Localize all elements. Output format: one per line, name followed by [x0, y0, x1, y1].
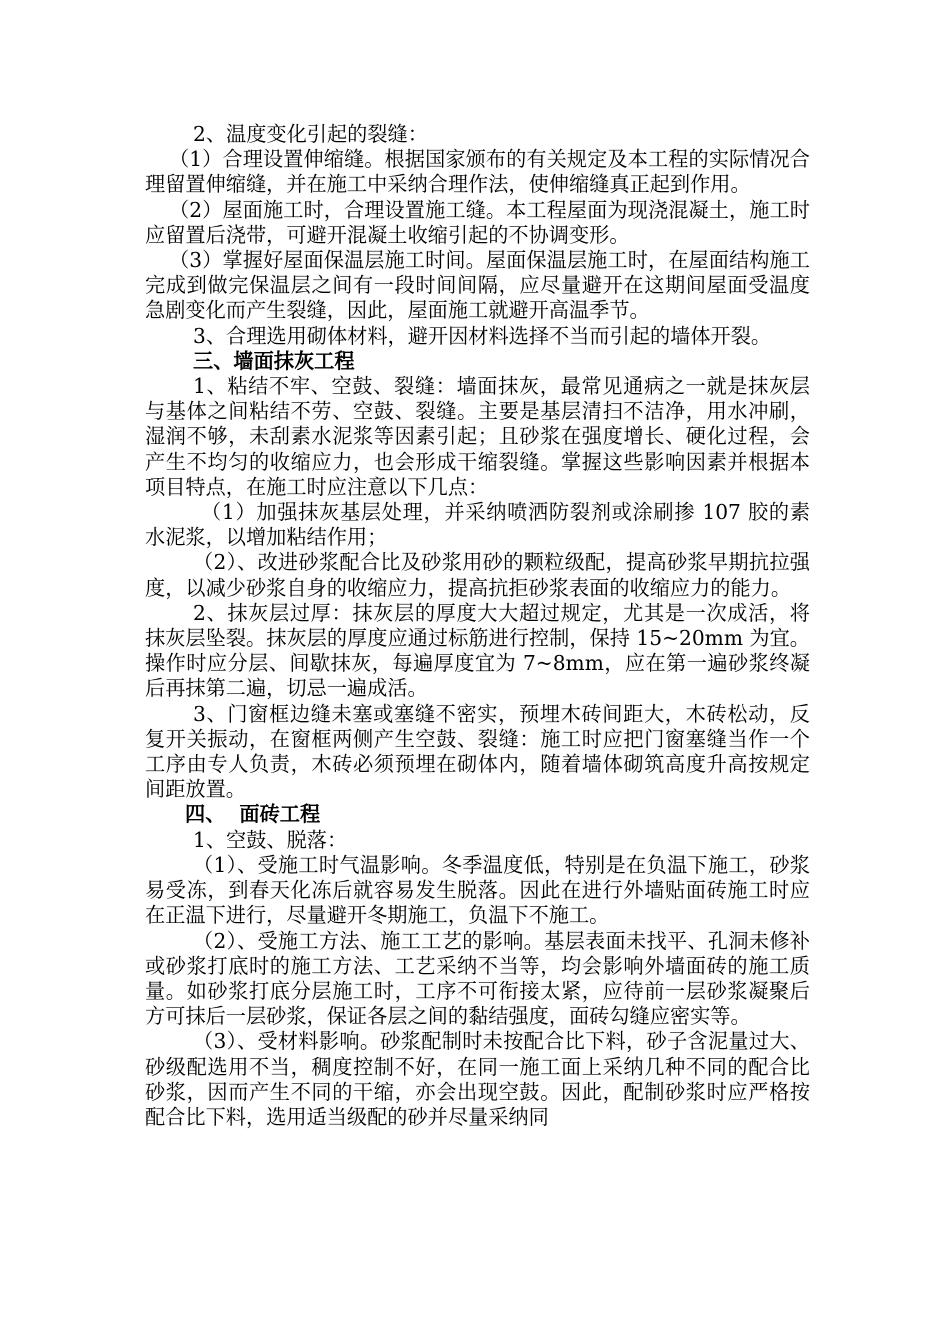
paragraph-1-1: （1）合理设置伸缩缝。根据国家颁布的有关规定及本工程的实际情况合理留置伸缩缝，并在施工中采纳合理作法，使伸缩缝真正起到作用。: [145, 147, 810, 197]
paragraph-tile-1-1: （1）、受施工时气温影响。冬季温度低，特别是在负温下施工，砂浆易受冻，到春天化冻后就容易发生脱落。因此在进行外墙贴面砖施工时应在正温下进行，尽量避开冬期施工，负温下不施工。: [145, 852, 810, 928]
paragraph-1-3: （3）掌握好屋面保温层施工时间。屋面保温层施工时，在屋面结构施工完成到做完保温层之间有一段时间间隔，应尽量避开在这期间屋面受温度急剧变化而产生裂缝，因此，屋面施工就避开高温季节。: [145, 248, 810, 323]
paragraph-plaster-2: 2、抹灰层过厚：抹灰层的厚度大大超过规定，尤其是一次成活，将抹灰层坠裂。抹灰层的厚度应通过标筋进行控制，保持 15~20mm 为宜。操作时应分层、间歇抹灰，每遍厚度宜为 7~8mm，应在第一遍砂浆终凝后再抹第二遍，切忌一遍成活。: [145, 600, 810, 701]
paragraph-plaster-1: 1、粘结不牢、空鼓、裂缝：墙面抹灰，最常见通病之一就是抹灰层与基体之间粘结不劳、空鼓、裂缝。主要是基层清扫不洁净，用水冲刷，湿润不够，未刮素水泥浆等因素引起；且砂浆在强度增长、硬化过程，会产生不均匀的收缩应力，也会形成干缩裂缝。掌握这些影响因素并根据本项目特点，在施工时应注意以下几点：: [145, 374, 810, 499]
section-heading-3: 三、墙面抹灰工程: [193, 348, 355, 373]
paragraph-tile-1-3: （3）、受材料影响。砂浆配制时未按配合比下料，砂子含泥量过大、砂级配选用不当，稠度控制不好，在同一施工面上采纳几种不同的配合比砂浆，因而产生不同的干缩，亦会出现空鼓。因此，配制砂浆时应严格按配合比下料，选用适当级配的砂并尽量采纳同: [145, 1029, 810, 1129]
paragraph-3: 3、合理选用砌体材料，避开因材料选择不当而引起的墙体开裂。: [193, 323, 772, 348]
section-heading-4: 四、 面砖工程: [185, 802, 321, 827]
paragraph-plaster-1-1: （1）加强抹灰基层处理，并采纳喷洒防裂剂或涂刷掺 107 胶的素水泥浆，以增加粘结作用；: [145, 500, 810, 550]
paragraph-tile-1-2: （2）、受施工方法、施工工艺的影响。基层表面未找平、孔洞未修补或砂浆打底时的施工方法、工艺采纳不当等，均会影响外墙面砖的施工质量。如砂浆打底分层施工时，工序不可衔接太紧，应待前一层砂浆凝聚后方可抹后一层砂浆，保证各层之间的黏结强度，面砖勾缝应密实等。: [145, 928, 810, 1029]
paragraph-heading-2: 2、温度变化引起的裂缝：: [193, 122, 428, 146]
document-page: [145, 122, 810, 1130]
paragraph-tile-1: 1、空鼓、脱落：: [193, 827, 348, 852]
paragraph-1-2: （2）屋面施工时，合理设置施工缝。本工程屋面为现浇混凝土，施工时应留置后浇带，可避开混凝土收缩引起的不协调变形。: [145, 197, 810, 247]
paragraph-plaster-1-2: （2）、改进砂浆配合比及砂浆用砂的颗粒级配，提高砂浆早期抗拉强度，以减少砂浆自身的收缩应力，提高抗拒砂浆表面的收缩应力的能力。: [145, 550, 810, 600]
paragraph-plaster-3: 3、门窗框边缝未塞或塞缝不密实，预埋木砖间距大，木砖松动，反复开关振动，在窗框两侧产生空鼓、裂缝：施工时应把门窗塞缝当作一个工序由专人负责，木砖必须预埋在砌体内，随着墙体砌筑高度升高按规定间距放置。: [145, 701, 810, 802]
